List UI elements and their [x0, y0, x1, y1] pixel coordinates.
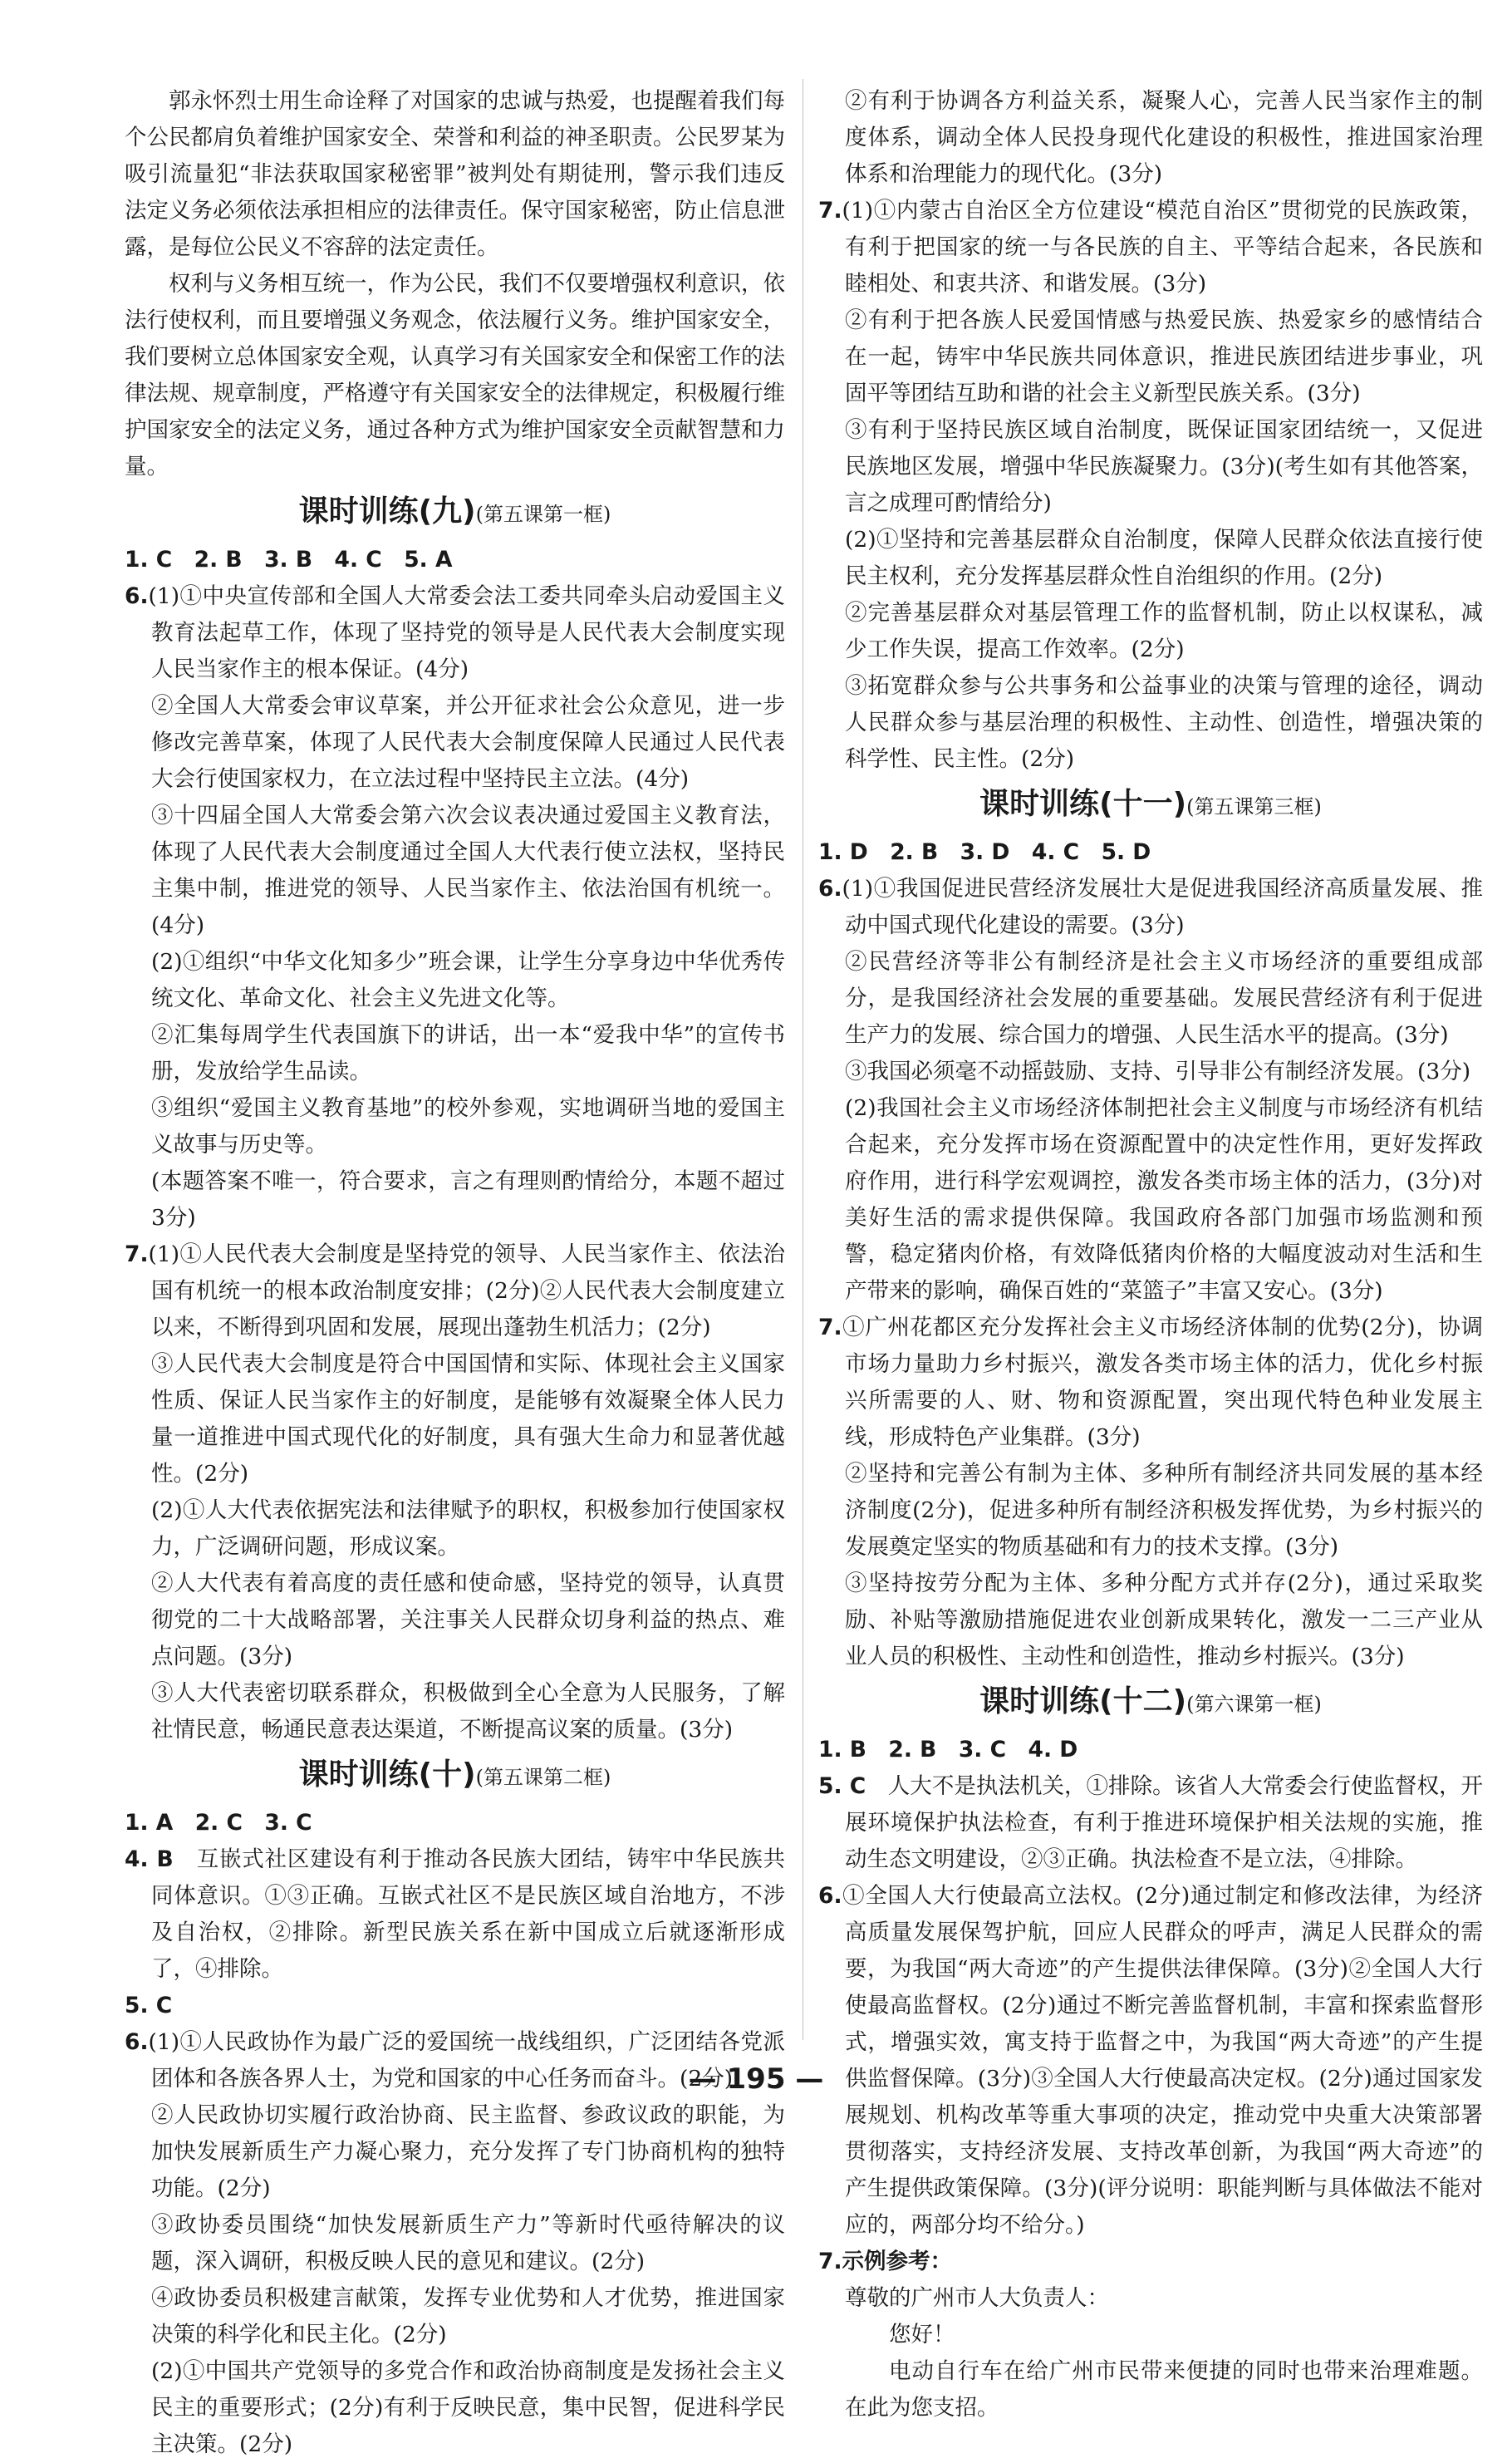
answer-text: 人大不是执法机关，①排除。该省人大常委会行使监督权，开展环境保护执法检查，有利于推进环境保护相关法规的实施，推动生态文明建设，②③正确。执法检查不是立法，④排除。 [845, 1773, 1484, 1872]
answer-item: ②有利于把各族人民爱国情感与热爱民族、热爱家乡的感情结合在一起，铸牢中华民族共同体意识，推进民族团结进步事业，巩固平等团结互助和谐的社会主义新型民族关系。(3分) [845, 307, 1483, 406]
answer-item: ②汇集每周学生代表国旗下的讲话，出一本“爱我中华”的宣传书册，发放给学生品读。 [151, 1022, 785, 1084]
section-title-text: 课时训练(九) [298, 494, 476, 528]
answer-text: (1)①我国促进民营经济发展壮大是促进我国经济高质量发展、推动中国式现代化建设的需要。(3分) [842, 876, 1483, 938]
section-title-11 [818, 783, 1483, 831]
answer-text: ①全国人大行使最高立法权。(2分)通过制定和修改法律，为经济高质量发展保驾护航，回应人民群众的呼声，满足人民群众的需要，为我国“两大奇迹”的产生提供法律保障。(3分)②全国人大行使最高监督权。(2分)通过不断完善监督机制，丰富和探索监督形式，增强实效，寓支持于监督之中，为我国“两大奇迹”的产生提供监督保障。(3分)③全国人大行使最高决定权。(2分)通过国家发展规划、机构改革等重大事项的决定，推动党中央重大决策部署贯彻落实，支持经济发展、支持改革创新，为我国“两大奇迹”的产生提供政策保障。(3分)(评分说明：职能判断与具体做法不能对应的，两部分均不给分。) [842, 1883, 1483, 2238]
answer-text: (1)①人民代表大会制度是坚持党的领导、人民当家作主、依法治国有机统一的根本政治制度安排；(2分)②人民代表大会制度建立以来，不断得到巩固和发展，展现出蓬勃生机活力；(2分) [148, 1241, 785, 1340]
section-title-9 [125, 490, 785, 538]
question-number: 4. B [125, 1846, 174, 1872]
question-number: 6. [125, 2029, 149, 2055]
answer-item: ③人民代表大会制度是符合中国国情和实际、体现社会主义国家性质、保证人民当家作主的好制度，是能够有效凝聚全体人民力量一道推进中国式现代化的好制度，具有强大生命力和显著优越性。(2分) [151, 1351, 785, 1487]
answer-item: ③有利于坚持民族区域自治制度，既保证国家团结统一，又促进民族地区发展，增强中华民族凝聚力。(3分)(考生如有其他答案，言之成理可酌情给分) [845, 417, 1483, 516]
question-number: 7. [818, 2249, 842, 2274]
answer-item: ②有利于协调各方利益关系，凝聚人心，完善人民当家作主的制度体系，调动全体人民投身现代化建设的积极性，推进国家治理体系和治理能力的现代化。(3分) [845, 88, 1483, 187]
choice-answers: 1. D 2. B 3. D 4. C 5. D [818, 839, 1151, 865]
answer-note: (本题答案不唯一，符合要求，言之有理则酌情给分，本题不超过3分) [151, 1168, 785, 1231]
intro-paragraph: 权利与义务相互统一，作为公民，我们不仅要增强权利意识，依法行使权利，而且要增强义务观念，依法履行义务。维护国家安全，我们要树立总体国家安全观，认真学习有关国家安全和保密工作的法律法规、规章制度，严格遵守有关国家安全的法律规定，积极履行维护国家安全的法定义务，通过各种方式为维护国家安全贡献智慧和力量。 [125, 271, 785, 479]
section-title-text: 课时训练(十) [298, 1758, 476, 1792]
answer-item: ③我国必须毫不动摇鼓励、支持、引导非公有制经济发展。(3分) [845, 1059, 1471, 1084]
section-title-12 [818, 1680, 1483, 1728]
answer-heading: 示例参考： [842, 2249, 953, 2274]
letter-greeting: 您好！ [889, 2322, 955, 2347]
answer-item: ②完善基层群众对基层管理工作的监督机制，防止以权谋私，减少工作失误，提高工作效率。(2分) [845, 600, 1483, 662]
section-title-text: 课时训练(十二) [979, 1684, 1187, 1718]
answer-item: (2)①坚持和完善基层群众自治制度，保障人民群众依法直接行使民主权利，充分发挥基层群众性自治组织的作用。(2分) [845, 527, 1483, 589]
answer-item: ③人大代表密切联系群众，积极做到全心全意为人民服务，了解社情民意，畅通民意表达渠道，不断提高议案的质量。(3分) [151, 1680, 785, 1743]
answer-text: (1)①人民政协作为最广泛的爱国统一战线组织，广泛团结各党派团体和各族各界人士，为党和国家的中心任务而奋斗。(2分) [148, 2029, 785, 2092]
answer-text: (1)①内蒙古自治区全方位建设“模范自治区”贯彻党的民族政策，有利于把国家的统一与各民族的自主、平等结合起来，各民族和睦相处、和衷共济、和谐发展。(3分) [842, 198, 1483, 297]
section-subtitle: (第五课第二框) [475, 1766, 611, 1789]
left-column [125, 83, 785, 2463]
question-4 [125, 1841, 785, 1988]
question-5: 5. C [125, 1993, 173, 2018]
question-5 [818, 1768, 1483, 1878]
answer-item: (2)我国社会主义市场经济体制把社会主义制度与市场经济有机结合起来，充分发挥市场在资源配置中的决定性作用，更好发挥政府作用，进行科学宏观调控，激发各类市场主体的活力，(3分)对美好生活的需求提供保障。我国政府各部门加强市场监测和预警，稳定猪肉价格，有效降低猪肉价格的大幅度波动对生活和生产带来的影响，确保百姓的“菜篮子”丰富又安心。(3分) [845, 1095, 1483, 1304]
question-7 [125, 1236, 785, 1346]
answer-item: ③坚持按劳分配为主体、多种分配方式并存(2分)，通过采取奖励、补贴等激励措施促进农业创新成果转化，激发一二三产业从业人员的积极性、主动性和创造性，推动乡村振兴。(3分) [845, 1571, 1483, 1669]
question-number: 7. [125, 1241, 149, 1267]
answer-item: ②民营经济等非公有制经济是社会主义市场经济的重要组成部分，是我国经济社会发展的重要基础。发展民营经济有利于促进生产力的发展、综合国力的增强、人民生活水平的提高。(3分) [845, 949, 1483, 1048]
answer-item: (2)①人大代表依据宪法和法律赋予的职权，积极参加行使国家权力，广泛调研问题，形成议案。 [151, 1497, 785, 1560]
answer-item: ③组织“爱国主义教育基地”的校外参观，实地调研当地的爱国主义故事与历史等。 [151, 1095, 785, 1158]
section-title-10 [125, 1753, 785, 1802]
question-7 [818, 193, 1483, 302]
question-6 [818, 1878, 1483, 2244]
section-title-text: 课时训练(十一) [979, 787, 1187, 821]
choice-answers: 1. C 2. B 3. B 4. C 5. A [125, 547, 453, 573]
section-subtitle: (第五课第一框) [475, 503, 611, 526]
section-subtitle: (第六课第一框) [1186, 1693, 1322, 1716]
answer-item: ②人民政协切实履行政治协商、民主监督、参政议政的职能，为加快发展新质生产力凝心聚力，充分发挥了专门协商机构的独特功能。(2分) [151, 2102, 785, 2201]
question-number: 6. [818, 876, 842, 902]
answer-item: (2)①组织“中华文化知多少”班会课，让学生分享身边中华优秀传统文化、革命文化、社会主义先进文化等。 [151, 949, 785, 1011]
answer-text: ①广州花都区充分发挥社会主义市场经济体制的优势(2分)，协调市场力量助力乡村振兴，激发各类市场主体的活力，优化乡村振兴所需要的人、财、物和资源配置，突出现代特色种业发展主线，形成特色产业集群。(3分) [842, 1315, 1483, 1450]
question-number: 6. [125, 583, 149, 609]
choice-answers: 1. A 2. C 3. C [125, 1810, 312, 1836]
page-number: — 195 — [688, 2062, 824, 2096]
letter-salutation: 尊敬的广州市人大负责人： [845, 2285, 1109, 2311]
question-7 [818, 1310, 1483, 1456]
intro-paragraph: 郭永怀烈士用生命诠释了对国家的忠诚与热爱，也提醒着我们每个公民都肩负着维护国家安全、荣誉和利益的神圣职责。公民罗某为吸引流量犯“非法获取国家秘密罪”被判处有期徒刑，警示我们违反法定义务必须依法承担相应的法律责任。保守国家秘密，防止信息泄露，是每位公民义不容辞的法定责任。 [125, 88, 785, 260]
answer-text: 互嵌式社区建设有利于推动各民族大团结，铸牢中华民族共同体意识。①③正确。互嵌式社区不是民族区域自治地方，不涉及自治权，②排除。新型民族关系在新中国成立后就逐渐形成了，④排除。 [151, 1846, 786, 1982]
letter-body: 电动自行车在给广州市民带来便捷的同时也带来治理难题。在此为您支招。 [845, 2358, 1483, 2421]
section-subtitle: (第五课第三框) [1186, 795, 1322, 819]
answer-item: ④政协委员积极建言献策，发挥专业优势和人才优势，推进国家决策的科学化和民主化。(2分) [151, 2285, 785, 2347]
question-number: 7. [818, 198, 842, 224]
question-number: 6. [818, 1883, 842, 1909]
answer-item: ③十四届全国人大常委会第六次会议表决通过爱国主义教育法，体现了人民代表大会制度通过全国人大代表行使立法权，坚持民主集中制，推进党的领导、人民当家作主、依法治国有机统一。(4分) [151, 803, 785, 938]
question-6 [125, 578, 785, 688]
question-number: 7. [818, 1315, 842, 1340]
answer-item: ③政协委员围绕“加快发展新质生产力”等新时代亟待解决的议题，深入调研，积极反映人民的意见和建议。(2分) [151, 2212, 785, 2274]
question-number: 5. C [818, 1773, 866, 1799]
choice-answers: 1. B 2. B 3. C 4. D [818, 1737, 1078, 1762]
question-7 [818, 2244, 1483, 2280]
question-6 [818, 871, 1483, 944]
answer-item: ②人大代表有着高度的责任感和使命感，坚持党的领导，认真贯彻党的二十大战略部署，关注事关人民群众切身利益的热点、难点问题。(3分) [151, 1571, 785, 1669]
answer-text: (1)①中央宣传部和全国人大常委会法工委共同牵头启动爱国主义教育法起草工作，体现了坚持党的领导是人民代表大会制度实现人民当家作主的根本保证。(4分) [148, 583, 785, 682]
answer-item: (2)①中国共产党领导的多党合作和政治协商制度是发扬社会主义民主的重要形式；(2分)有利于反映民意，集中民智，促进科学民主决策。(2分) [151, 2358, 785, 2457]
answer-item: ②坚持和完善公有制为主体、多种所有制经济共同发展的基本经济制度(2分)，促进多种所有制经济积极发挥优势，为乡村振兴的发展奠定坚实的物质基础和有力的技术支撑。(3分) [845, 1461, 1483, 1560]
answer-item: ②全国人大常委会审议草案，并公开征求社会公众意见，进一步修改完善草案，体现了人民代表大会制度保障人民通过人民代表大会行使国家权力，在立法过程中坚持民主立法。(4分) [151, 693, 785, 792]
answer-item: ③拓宽群众参与公共事务和公益事业的决策与管理的途径，调动人民群众参与基层治理的积极性、主动性、创造性，增强决策的科学性、民主性。(2分) [845, 673, 1483, 772]
